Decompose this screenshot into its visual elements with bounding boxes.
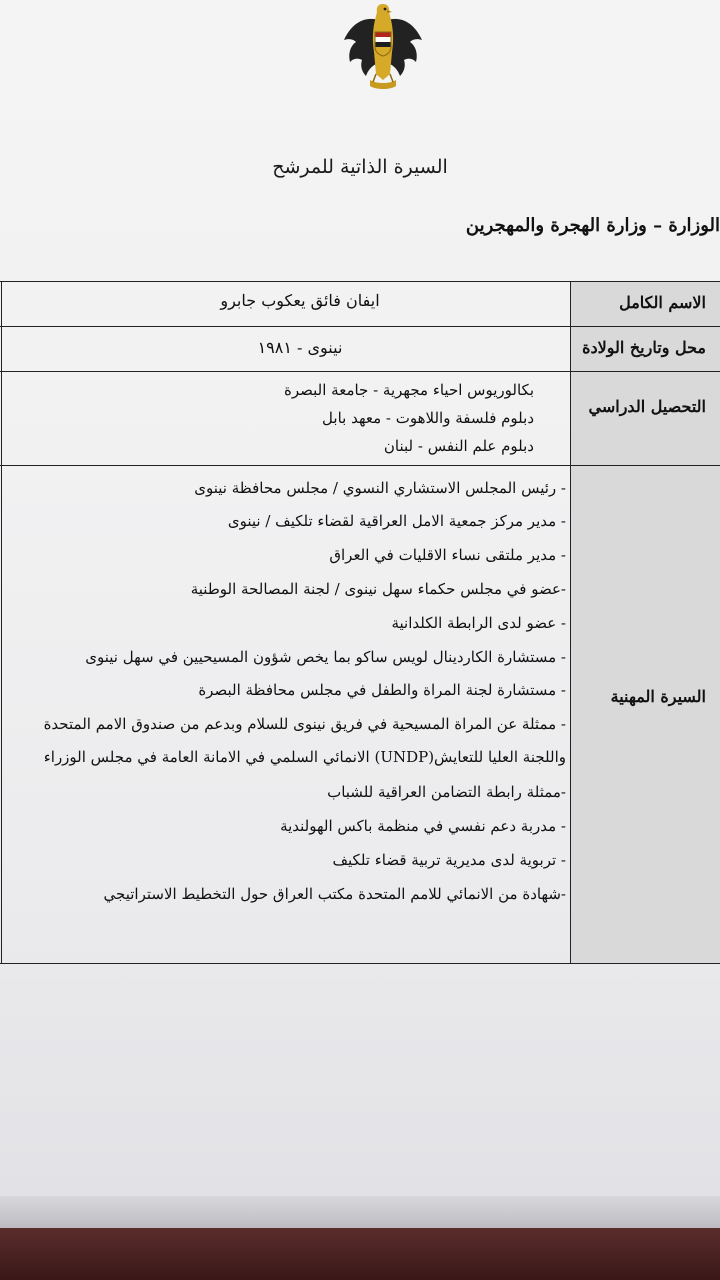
table-border-top bbox=[0, 281, 720, 282]
education-line: دبلوم علم النفس - لبنان bbox=[383, 437, 534, 455]
birth-label: محل وتاريخ الولادة bbox=[582, 338, 706, 357]
table-row-education bbox=[0, 371, 720, 465]
document-title: السيرة الذاتية للمرشح bbox=[272, 156, 448, 178]
table-row-divider bbox=[0, 465, 720, 466]
career-line: - ممثلة عن المراة المسيحية في فريق نينوى للسلام وبدعم من صندوق الامم المتحدة bbox=[43, 715, 566, 733]
career-line: -ممثلة رابطة التضامن العراقية للشباب bbox=[327, 783, 566, 801]
table-row-career bbox=[0, 465, 720, 964]
career-line: - مدربة دعم نفسي في منظمة باكس الهولندية bbox=[280, 817, 566, 835]
career-line: - عضو لدى الرابطة الكلدانية bbox=[391, 614, 566, 632]
career-label: السيرة المهنية bbox=[610, 687, 706, 706]
education-label: التحصيل الدراسي bbox=[588, 397, 706, 416]
birth-value: نينوى - ١٩٨١ bbox=[257, 338, 343, 357]
career-line: - مدير مركز جمعية الامل العراقية لقضاء تلكيف / نينوى bbox=[227, 512, 566, 530]
career-line: واللجنة العليا للتعايش(UNDP) الانمائي السلمي في الامانة العامة في مجلس الوزراء bbox=[43, 748, 566, 766]
label-cell bbox=[570, 326, 720, 371]
career-line: -عضو في مجلس حكماء سهل نينوى / لجنة المصالحة الوطنية bbox=[190, 580, 566, 598]
table-row-full-name bbox=[0, 281, 720, 326]
iraq-emblem-icon bbox=[340, 0, 426, 92]
full-name-label: الاسم الكامل bbox=[619, 293, 706, 312]
label-cell bbox=[570, 281, 720, 326]
career-line: - رئيس المجلس الاستشاري النسوي / مجلس محافظة نينوى bbox=[194, 479, 566, 497]
cv-table bbox=[0, 281, 720, 964]
table-border-left bbox=[1, 281, 2, 964]
table-row-birth bbox=[0, 326, 720, 371]
education-line: دبلوم فلسفة واللاهوت - معهد بابل bbox=[322, 409, 534, 427]
background-surface bbox=[0, 1228, 720, 1280]
label-cell bbox=[570, 371, 720, 465]
ministry-line: الوزارة – وزارة الهجرة والمهجرين bbox=[465, 215, 720, 236]
table-row-divider bbox=[0, 371, 720, 372]
career-line: - مستشارة لجنة المراة والطفل في مجلس محافظة البصرة bbox=[198, 681, 566, 699]
career-line: -شهادة من الانمائي للامم المتحدة مكتب العراق حول التخطيط الاستراتيجي bbox=[103, 885, 566, 903]
career-line: - تربوية لدى مديرية تربية قضاء تلكيف bbox=[332, 851, 566, 869]
page-edge bbox=[0, 1196, 720, 1228]
education-line: بكالوريوس احياء مجهرية - جامعة البصرة bbox=[283, 381, 534, 399]
table-row-divider bbox=[0, 326, 720, 327]
full-name-value: ايفان فائق يعكوب جابرو bbox=[220, 291, 380, 310]
career-line: - مستشارة الكاردينال لويس ساكو بما يخص شؤون المسيحيين في سهل نينوى bbox=[85, 648, 566, 666]
label-cell bbox=[570, 465, 720, 964]
career-line: - مدير ملتقى نساء الاقليات في العراق bbox=[329, 546, 566, 564]
table-border-bottom bbox=[0, 963, 720, 964]
